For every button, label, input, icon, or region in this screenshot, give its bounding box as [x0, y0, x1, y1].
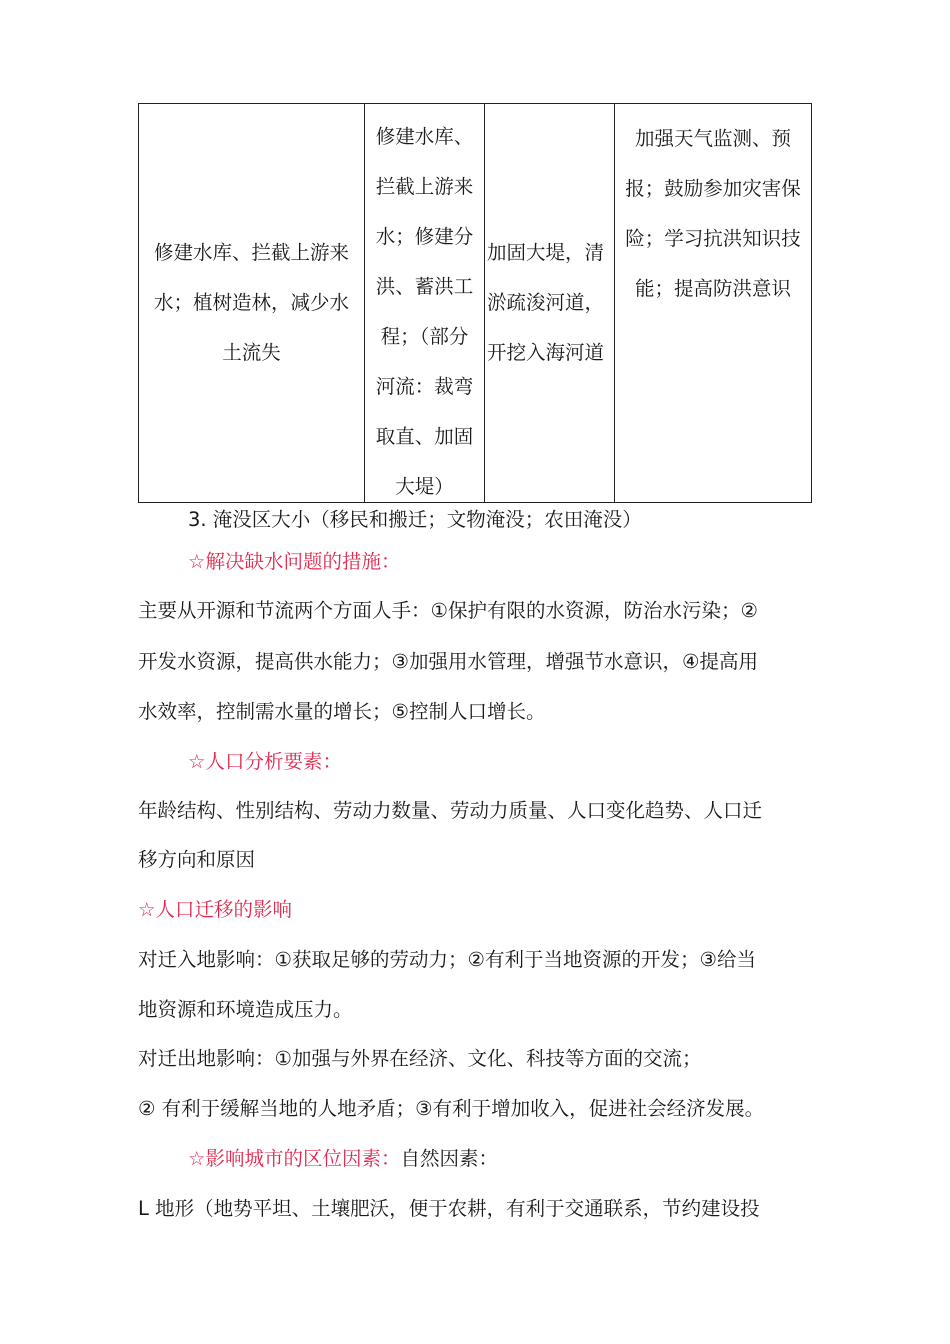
cell-text: 修建水库、拦截上游来水；植树造林，减少水土流失	[153, 241, 349, 364]
cell-text: 修建水库、拦截上游来水；修建分洪、蓄洪工程；（部分河流：裁弯取直、加固大堤）	[375, 125, 474, 498]
paragraph-line: ② 有利于缓解当地的人地矛盾；③有利于增加收入，促进社会经济发展。	[138, 1097, 765, 1120]
paragraph-line: 移方向和原因	[138, 848, 256, 871]
cell-text: 加固大堤，清淤疏浚河道，开挖入海河道	[487, 241, 605, 364]
flood-measures-table	[138, 103, 812, 503]
heading-city-location: ☆影响城市的区位因素：	[188, 1147, 401, 1170]
paragraph-line: 对迁出地影响：①加强与外界在经济、文化、科技等方面的交流；	[138, 1047, 702, 1070]
heading-population-analysis: ☆人口分析要素：	[188, 750, 342, 773]
item-flooded-area: 3. 淹没区大小（移民和搬迁；文物淹没；农田淹没）	[188, 508, 642, 531]
paragraph-line: 对迁入地影响：①获取足够的劳动力；②有利于当地资源的开发；③给当	[138, 948, 756, 971]
paragraph-line: 地资源和环境造成压力。	[138, 998, 353, 1021]
paragraph-line: 主要从开源和节流两个方面人手：①保护有限的水资源，防治水污染；②	[138, 599, 758, 622]
heading-migration-impact: ☆人口迁移的影响	[138, 898, 292, 921]
paragraph-line: 年龄结构、性别结构、劳动力数量、劳动力质量、人口变化趋势、人口迁	[138, 799, 763, 822]
city-factors-line	[188, 1134, 868, 1184]
table-cell-downstream	[485, 104, 615, 502]
table-cell-upstream	[139, 104, 365, 502]
cell-text: 加强天气监测、预报；鼓励参加灾害保险；学习抗洪知识技能；提高防洪意识	[625, 127, 801, 300]
paragraph-line: L 地形（地势平坦、土壤肥沃，便于农耕，有利于交通联系，节约建设投	[138, 1197, 760, 1220]
natural-factors-label: 自然因素：	[400, 1147, 498, 1170]
paragraph-line: 开发水资源，提高供水能力；③加强用水管理，增强节水意识，④提高用	[138, 650, 758, 673]
table-cell-nonengineering	[615, 104, 811, 502]
table-cell-engineering	[365, 104, 485, 502]
paragraph-line: 水效率，控制需水量的增长；⑤控制人口增长。	[138, 700, 546, 723]
heading-water-shortage: ☆解决缺水问题的措施：	[188, 550, 401, 573]
